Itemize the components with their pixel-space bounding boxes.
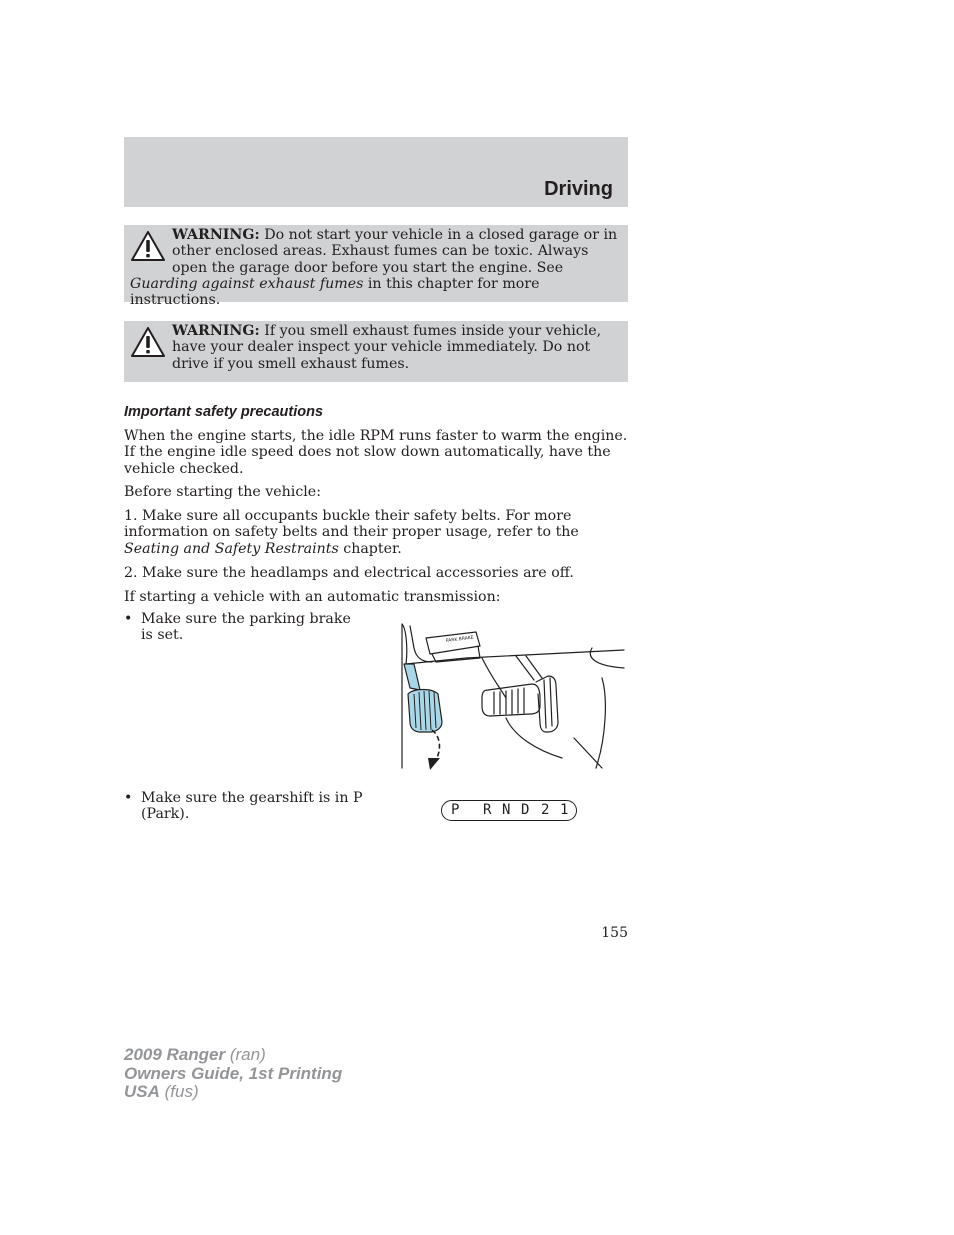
step-1-text-end: chapter.: [338, 540, 402, 557]
gear-n: N: [502, 802, 511, 818]
cross-reference: Seating and Safety Restraints: [124, 540, 339, 557]
warning-label: WARNING:: [172, 323, 260, 339]
warning-box-fumes: [124, 321, 628, 382]
footer-model-code: (ran): [225, 1045, 266, 1064]
footer-model: 2009 Ranger: [124, 1045, 226, 1064]
gear-d: D: [521, 802, 530, 818]
bullet-gearshift: [124, 790, 364, 823]
paragraph-idle: When the engine starts, the idle RPM runs faster to warm the engine. If the engine idle speed does not slow down automatically, have the vehicle checked.: [124, 428, 628, 477]
step-1-text: 1. Make sure all occupants buckle their safety belts. For more information on safety belts and their proper usage, refer to the: [124, 508, 579, 541]
cross-reference: Guarding against exhaust fumes: [130, 275, 364, 292]
paragraph-step-2: 2. Make sure the headlamps and electrical accessories are off.: [124, 565, 574, 581]
gear-p: P: [451, 802, 460, 818]
section-title: Driving: [544, 178, 613, 200]
footer: [124, 1046, 342, 1102]
warning-label: WARNING:: [172, 227, 260, 243]
parking-brake-pedal-illustration: [396, 618, 628, 774]
bullet-text: Make sure the gearshift is in P (Park).: [141, 790, 363, 823]
gear-r: R: [483, 802, 492, 818]
footer-market: USA: [124, 1082, 160, 1101]
bullet-icon: •: [124, 790, 133, 806]
bullet-icon: •: [124, 611, 133, 627]
warning-text: in this chapter for more instructions.: [130, 275, 540, 309]
bullet-parking-brake: [124, 611, 364, 644]
warning-triangle-icon: [130, 326, 166, 358]
paragraph-before: Before starting the vehicle:: [124, 484, 321, 500]
brake-label: PARK BRAKE: [445, 635, 474, 644]
warning-triangle-icon: [130, 230, 166, 262]
warning-text: If you smell exhaust fumes inside your vehicle, have your dealer inspect your vehicle immediately. Do not drive if you smell exhaust fumes.: [172, 323, 602, 372]
gear-2: 2: [541, 802, 550, 818]
section-header-band: [124, 137, 628, 207]
page-number: 155: [601, 925, 628, 941]
warning-box-garage: [124, 225, 628, 309]
footer-market-code: (fus): [159, 1082, 199, 1101]
footer-guide: Owners Guide, 1st Printing: [124, 1063, 343, 1083]
bullet-text: Make sure the parking brake is set.: [141, 611, 351, 644]
gear-indicator: [441, 800, 577, 821]
gear-1: 1: [560, 802, 569, 818]
subheading: Important safety precautions: [124, 404, 324, 420]
paragraph-step-1: [124, 508, 628, 557]
paragraph-automatic: If starting a vehicle with an automatic transmission:: [124, 589, 501, 605]
warning-text: Do not start your vehicle in a closed garage or in other enclosed areas. Exhaust fumes can be toxic. Always open the garage door before you start the engine. See: [172, 227, 618, 276]
